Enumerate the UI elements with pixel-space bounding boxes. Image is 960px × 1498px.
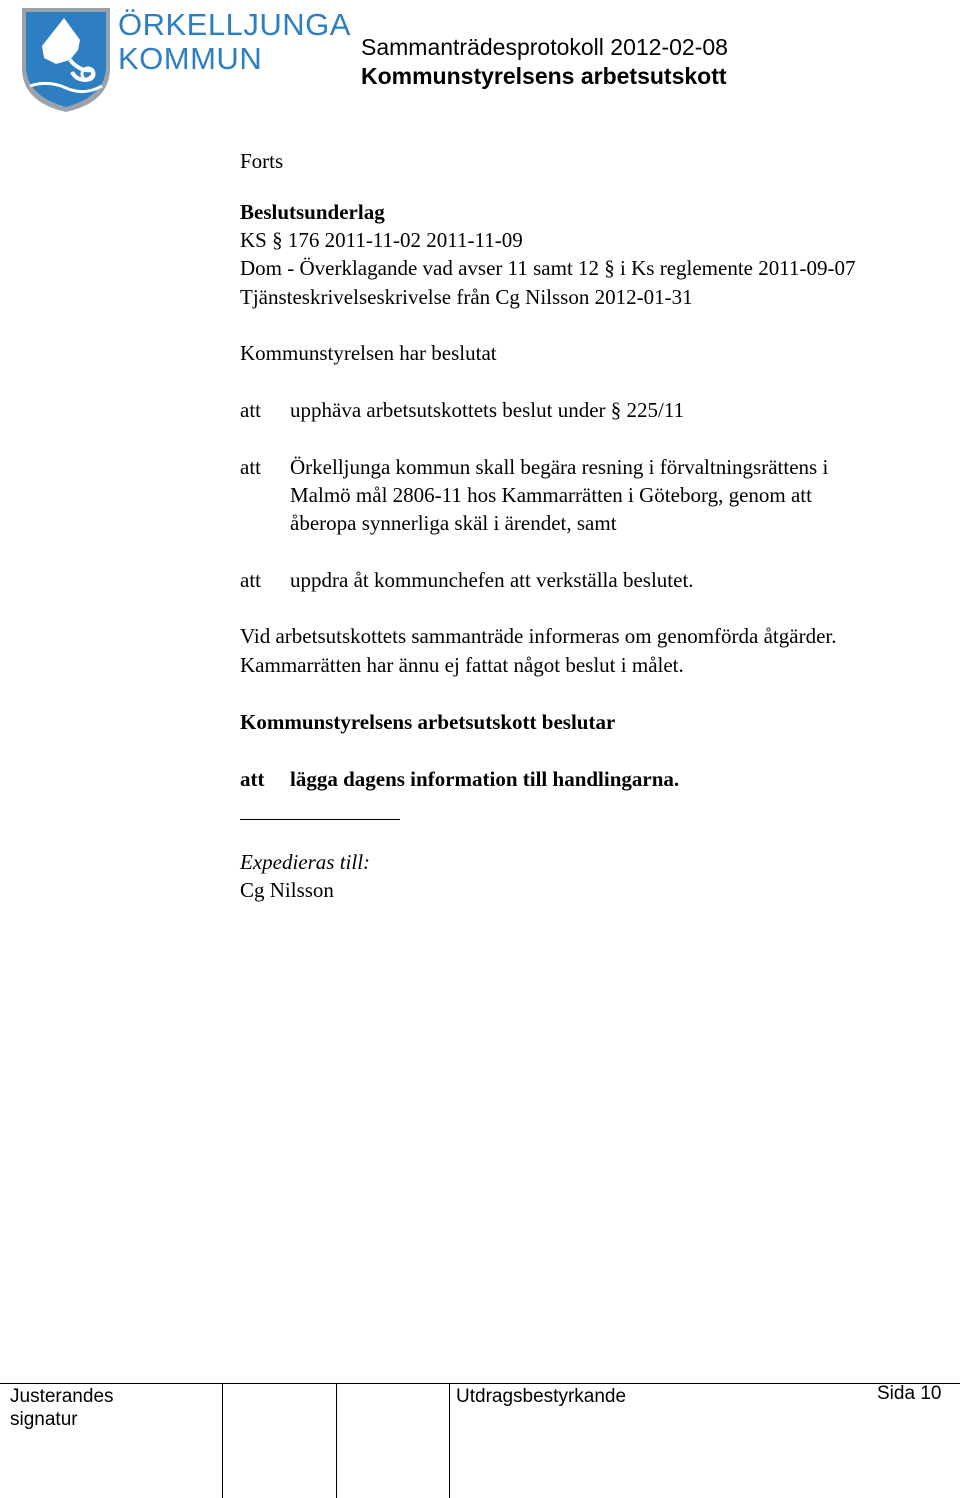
countersign-label: Justerandes [10,1386,114,1407]
info-line: Kammarrätten har ännu ej fattat något beslut i målet. [240,653,684,677]
basis-item: Tjänsteskrivelseskrivelse från Cg Nilsson 2012-01-31 [240,285,693,309]
logo-text-line2: KOMMUN [118,41,263,76]
separator-line [240,819,400,820]
distribution-label: Expedieras till: [240,850,371,874]
att-label: att [240,398,261,422]
board-decided: Kommunstyrelsen har beslutat [240,341,497,365]
info-line: Vid arbetsutskottets sammanträde informeras om genomförda åtgärder. [240,624,837,648]
municipality-logo [20,6,112,114]
footer-divider [449,1383,450,1498]
protocol-title: Sammanträdesprotokoll 2012-02-08 [361,34,728,60]
extract-certification-label: Utdragsbestyrkande [456,1386,627,1407]
countersign-label: signatur [10,1409,78,1430]
continuation-label: Forts [240,149,284,173]
basis-heading: Beslutsunderlag [240,200,385,224]
logo-text-line1: ÖRKELLJUNGA [118,7,351,42]
basis-item: Dom - Överklagande vad avser 11 samt 12 § i Ks reglemente 2011-09-07 [240,256,856,280]
decision-line: uppdra åt kommunchefen att verkställa beslutet. [290,568,694,592]
page-number: Sida 10 [877,1383,942,1404]
decision-line: Malmö mål 2806-11 hos Kammarrätten i Göteborg, genom att [290,483,812,507]
committee-decision: lägga dagens information till handlingarna. [290,767,680,791]
distribution-recipient: Cg Nilsson [240,878,334,902]
footer-divider [336,1383,337,1498]
decision-line: åberopa synnerliga skäl i ärendet, samt [290,511,617,535]
committee-decides-heading: Kommunstyrelsens arbetsutskott beslutar [240,710,616,734]
basis-item: KS § 176 2011-11-02 2011-11-09 [240,228,523,252]
att-label: att [240,455,261,479]
committee-name: Kommunstyrelsens arbetsutskott [361,63,727,89]
decision-line: upphäva arbetsutskottets beslut under § 225/11 [290,398,685,422]
coat-of-arms-icon [20,6,112,114]
att-label: att [240,767,265,791]
footer-rule [0,1383,960,1384]
att-label: att [240,568,261,592]
footer-divider [222,1383,223,1498]
decision-line: Örkelljunga kommun skall begära resning i förvaltningsrättens i [290,455,829,479]
